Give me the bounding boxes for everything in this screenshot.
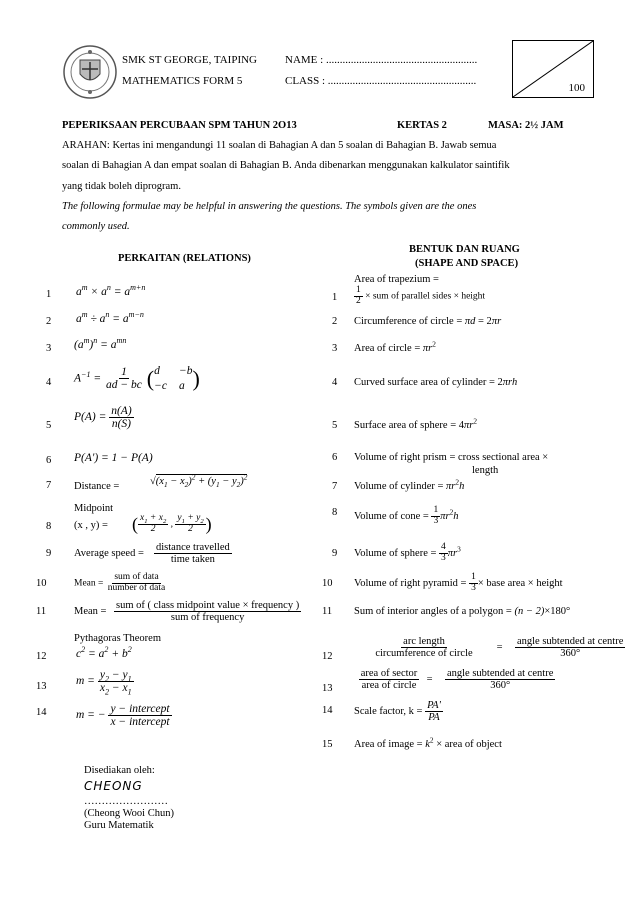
relation-formula-4: $A^{-1}$ = $\frac{1}{ad - bc}$ ( d −b −c a ) — [74, 365, 200, 392]
shapes-title-2: (SHAPE AND SPACE) — [415, 258, 519, 269]
circumference-formula: Circumference of circle = πd = 2πr — [354, 316, 502, 327]
avg-speed-formula: $\frac{\text{distance travelled}}{\text{time taken}}$ — [156, 542, 230, 566]
class-field[interactable]: CLASS : ...................................................... — [285, 75, 477, 87]
relation-formula-5: P(A) = $\frac{n(A)}{n(S)}$ — [74, 405, 132, 431]
shape-number: 15 — [322, 739, 333, 750]
relation-number: 3 — [46, 343, 52, 354]
relation-number: 5 — [46, 420, 52, 431]
shape-number: 2 — [332, 316, 338, 327]
shape-number: 9 — [332, 548, 338, 559]
shape-number: 11 — [322, 606, 333, 617]
shapes-title-1: BENTUK DAN RUANG — [409, 244, 520, 255]
relation-number: 6 — [46, 455, 52, 466]
prepared-by-label: Disediakan oleh: — [84, 765, 155, 776]
relations-title: PERKAITAN (RELATIONS) — [118, 253, 251, 264]
relation-number: 11 — [36, 606, 47, 617]
midpoint-xy: (x , y) = — [74, 520, 108, 531]
mean2-label: Mean = — [74, 606, 107, 617]
shape-number: 4 — [332, 377, 338, 388]
instruction-line-3: yang tidak boleh diprogram. — [62, 181, 181, 192]
mean-formula-2: $\frac{\text{sum of ( class midpoint value × frequency )}}{\text{sum of frequency}}$ — [116, 600, 300, 624]
shape-number: 12 — [322, 651, 333, 662]
signature: CHEONG — [84, 779, 143, 793]
shape-number: 13 — [322, 683, 333, 694]
instruction-en-1: The following formulae may be helpful in answering the questions. The symbols given are the ones — [62, 201, 477, 212]
relation-formula-1: $a^m \times a^n = a^{m+n}$ — [76, 283, 146, 298]
trapezium-label: Area of trapezium = — [354, 274, 439, 285]
score-total: 100 — [568, 82, 585, 94]
midpoint-label: Midpoint — [74, 503, 114, 514]
pythagoras-label: Pythagoras Theorem — [74, 633, 161, 644]
relation-formula-3: $(a^m)^n = a^{mn}$ — [74, 336, 127, 351]
area-circle-formula: Area of circle = $\pi r^2$ — [354, 339, 436, 354]
name-field[interactable]: NAME : ....................................................... — [285, 54, 478, 66]
relation-number: 14 — [36, 707, 47, 718]
volume-cone-formula: Volume of cone = $\frac{1}{3}$ $\pi r^2h$ — [354, 505, 459, 526]
shape-number: 5 — [332, 420, 338, 431]
surface-sphere-formula: Surface area of sphere = $4\pi r^2$ — [354, 416, 478, 431]
relation-number: 10 — [36, 578, 47, 589]
relation-number: 13 — [36, 681, 47, 692]
trapezium-formula: $\frac{1}{2}$ × sum of parallel sides × height — [356, 285, 486, 306]
sector-area-formula: $\frac{\text{area of sector}}{\text{area of circle}}$ = $\frac{\text{angle subtended at centre}}{360^\circ}$ — [360, 668, 554, 692]
volume-cylinder-formula: Volume of cylinder = $\pi r^2h$ — [354, 477, 465, 492]
relation-number: 2 — [46, 316, 52, 327]
curved-cylinder-formula: Curved surface area of cylinder = 2πrh — [354, 377, 518, 388]
shape-number: 14 — [322, 705, 333, 716]
relation-number: 7 — [46, 480, 52, 491]
relation-number: 1 — [46, 289, 52, 300]
volume-sphere-formula: Volume of sphere = $\frac{4}{3}$ $\pi r^3$ — [354, 542, 461, 563]
exam-paper: KERTAS 2 — [397, 120, 447, 131]
instruction-line-2: soalan di Bahagian A dan empat soalan di Bahagian B. Anda dibenarkan menggunakan kalkulator saintifik — [62, 160, 510, 171]
shape-number: 10 — [322, 578, 333, 589]
shape-number: 3 — [332, 343, 338, 354]
gradient-formula: m = $\frac{y_2 - y_1}{x_2 - x_1}$ — [76, 669, 132, 697]
relation-number: 4 — [46, 377, 52, 388]
scale-factor-formula: Scale factor, k = $\frac{PA'}{PA}$ — [354, 700, 441, 724]
relation-number: 12 — [36, 651, 47, 662]
midpoint-formula: ( $\frac{x_1 + x_2}{2}$ , $\frac{y_1 + y_2}{2}$ ) — [132, 513, 212, 535]
avg-speed-label: Average speed = — [74, 548, 144, 559]
signature-line: …………………… — [84, 796, 168, 807]
area-image-formula: Area of image = $k^2$ × area of object — [354, 735, 502, 750]
instruction-line-1: ARAHAN: Kertas ini mengandungi 11 soalan di Bahagian A dan 5 soalan di Bahagian B. Jawab semua — [62, 140, 497, 151]
prism-formula: Volume of right prism = cross sectional area × — [354, 452, 549, 463]
relation-number: 9 — [46, 548, 52, 559]
relation-number: 8 — [46, 521, 52, 532]
relation-formula-2: $a^m \div a^n = a^{m-n}$ — [76, 310, 144, 325]
school-crest-logo — [60, 44, 120, 100]
exam-title: PEPERIKSAAN PERCUBAAN SPM TAHUN 2O13 — [62, 120, 297, 131]
pythagoras-formula: $c^2 = a^2 + b^2$ — [76, 645, 132, 660]
shape-number: 6 — [332, 452, 338, 463]
shape-number: 7 — [332, 481, 338, 492]
teacher-role: Guru Matematik — [84, 820, 154, 831]
mean-formula-1: Mean = $\frac{\text{sum of data}}{\text{number of data}}$ — [74, 572, 166, 593]
intercept-formula: m = − $\frac{\text{y − intercept}}{\text{x − intercept}}$ — [76, 703, 170, 729]
volume-pyramid-formula: Volume of right pyramid = $\frac{1}{3}$ × base area × height — [354, 572, 563, 593]
interior-angles-formula: Sum of interior angles of a polygon = (n − 2)×180° — [354, 606, 571, 617]
arc-length-formula: $\frac{\text{arc length}}{\text{circumference of circle}}$ = $\frac{\text{angle subtended at centre}}{360^\circ}$ — [375, 636, 624, 660]
shape-number: 8 — [332, 507, 338, 518]
teacher-name: (Cheong Wooi Chun) — [84, 808, 174, 819]
relation-formula-6: P(A') = 1 − P(A) — [74, 452, 153, 464]
prism-formula-2: length — [472, 465, 499, 476]
distance-label: Distance = — [74, 481, 120, 492]
shape-number: 1 — [332, 292, 338, 303]
instruction-en-2: commonly used. — [62, 221, 130, 232]
school-name: SMK ST GEORGE, TAIPING — [122, 54, 258, 66]
score-box — [512, 40, 594, 98]
distance-formula: $√(x_1 - x_2)^2 + (y_1 - y_2)^2$ — [150, 472, 248, 490]
subject-name: MATHEMATICS FORM 5 — [122, 75, 243, 87]
exam-duration: MASA: 2½ JAM — [488, 120, 564, 131]
